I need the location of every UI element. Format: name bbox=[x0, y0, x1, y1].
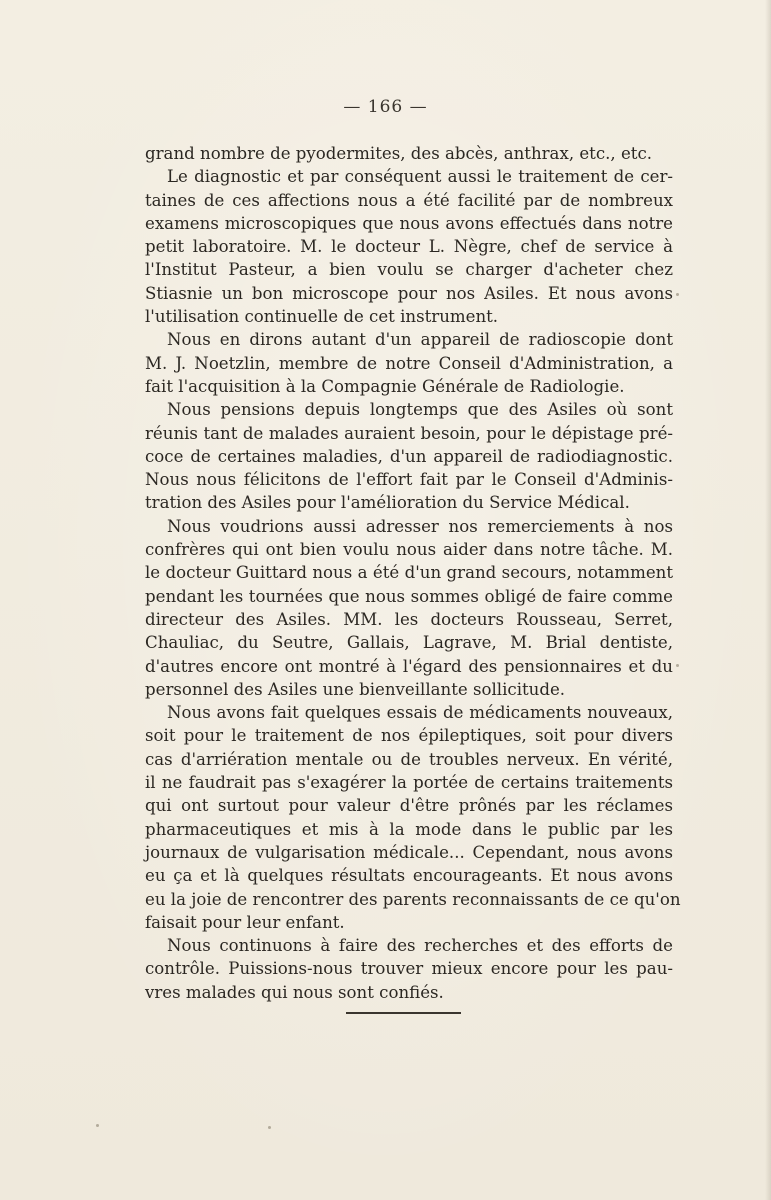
paper-speck bbox=[96, 1124, 99, 1127]
text-line: journaux de vulgarisation médicale... Cependant, nous avons bbox=[145, 842, 673, 862]
text-line: coce de certaines maladies, d'un appareil de radiodiagnostic. bbox=[145, 446, 673, 466]
text-line: Chauliac, du Seutre, Gallais, Lagrave, M. Brial dentiste, bbox=[145, 633, 673, 653]
paper-speck bbox=[676, 293, 679, 296]
text-line: il ne faudrait pas s'exagérer la portée de certains traitements bbox=[145, 773, 673, 793]
text-line: taines de ces affections nous a été facilité par de nombreux bbox=[145, 190, 673, 210]
text-line: soit pour le traitement de nos épileptiques, soit pour divers bbox=[145, 726, 673, 746]
text-line: tration des Asiles pour l'amélioration du Service Médical. bbox=[145, 493, 630, 513]
text-line: Le diagnostic et par conséquent aussi le traitement de cer- bbox=[167, 167, 673, 187]
text-line: eu la joie de rencontrer des parents reconnaissants de ce qu'on bbox=[145, 889, 681, 909]
body-text bbox=[145, 142, 681, 1004]
paper-speck bbox=[268, 1126, 271, 1129]
text-line: Nous pensions depuis longtemps que des Asiles où sont bbox=[167, 400, 673, 420]
text-line: Nous voudrions aussi adresser nos remerciements à nos bbox=[167, 516, 673, 536]
text-line: d'autres encore ont montré à l'égard des pensionnaires et du bbox=[145, 656, 673, 676]
paper-speck bbox=[676, 664, 679, 667]
text-line: l'utilisation continuelle de cet instrument. bbox=[145, 307, 499, 327]
text-line: fait l'acquisition à la Compagnie Générale de Radiologie. bbox=[145, 376, 625, 396]
text-line: faisait pour leur enfant. bbox=[145, 912, 345, 932]
text-line: eu ça et là quelques résultats encourageants. Et nous avons bbox=[145, 866, 673, 886]
text-line: contrôle. Puissions-nous trouver mieux encore pour les pau- bbox=[145, 959, 673, 979]
text-line: cas d'arriération mentale ou de troubles nerveux. En vérité, bbox=[145, 749, 673, 769]
text-line: pharmaceutiques et mis à la mode dans le public par les bbox=[145, 819, 673, 839]
text-line: l'Institut Pasteur, a bien voulu se charger d'acheter chez bbox=[145, 260, 673, 280]
text-line: confrères qui ont bien voulu nous aider dans notre tâche. M. bbox=[145, 540, 673, 560]
text-line: personnel des Asiles une bienveillante sollicitude. bbox=[145, 679, 566, 699]
text-line: réunis tant de malades auraient besoin, pour le dépistage pré- bbox=[145, 423, 673, 443]
text-line: Nous nous félicitons de l'effort fait par le Conseil d'Adminis- bbox=[145, 470, 673, 490]
text-line: M. J. Noetzlin, membre de notre Conseil d'Administration, a bbox=[145, 353, 673, 373]
text-line: Stiasnie un bon microscope pour nos Asiles. Et nous avons bbox=[145, 283, 673, 303]
text-line: grand nombre de pyodermites, des abcès, anthrax, etc., etc. bbox=[145, 144, 653, 163]
page-number: — 166 — bbox=[343, 97, 428, 117]
text-line: petit laboratoire. M. le docteur L. Nègre, chef de service à bbox=[145, 237, 673, 257]
text-line: examens microscopiques que nous avons effectués dans notre bbox=[145, 213, 673, 233]
text-line: directeur des Asiles. MM. les docteurs Rousseau, Serret, bbox=[145, 609, 673, 629]
end-rule bbox=[346, 1012, 461, 1014]
text-line: Nous en dirons autant d'un appareil de radioscopie dont bbox=[167, 330, 673, 350]
text-line: vres malades qui nous sont confiés. bbox=[145, 982, 444, 1002]
text-line: pendant les tournées que nous sommes obligé de faire comme bbox=[145, 586, 673, 606]
text-line: le docteur Guittard nous a été d'un grand secours, notamment bbox=[145, 563, 673, 583]
page-edge-shadow bbox=[765, 0, 771, 1200]
text-line: Nous avons fait quelques essais de médicaments nouveaux, bbox=[167, 703, 673, 723]
text-line: qui ont surtout pour valeur d'être prônés par les réclames bbox=[145, 796, 673, 816]
text-line: Nous continuons à faire des recherches et des efforts de bbox=[167, 936, 673, 956]
